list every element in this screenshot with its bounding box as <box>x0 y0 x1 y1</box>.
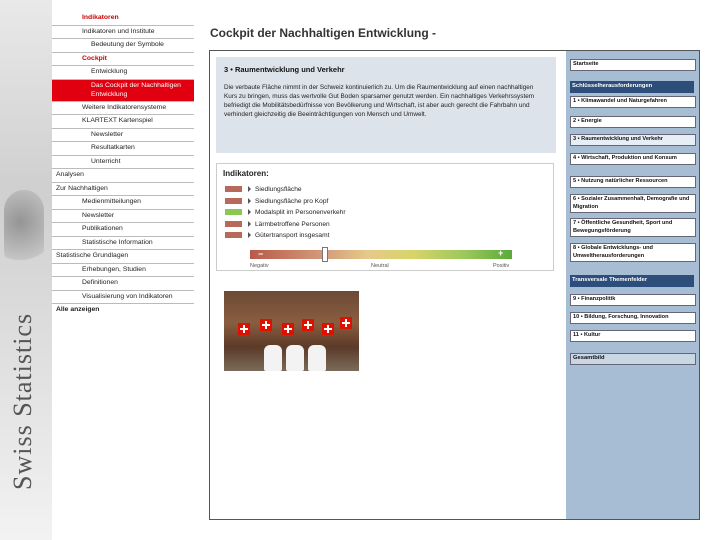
indicator-status-swatch <box>225 221 242 227</box>
swiss-flag-icon <box>322 323 334 335</box>
transversal-topic-link[interactable]: 10 • Bildung, Forschung, Innovation <box>570 312 696 324</box>
topic-band <box>216 57 556 153</box>
topic-link[interactable]: 8 • Globale Entwicklungs- und Umweltherausforderungen <box>570 243 696 262</box>
indicator-status-swatch <box>225 209 242 215</box>
topic-link[interactable]: 6 • Sozialer Zusammenhalt, Demografie und Migration <box>570 194 696 213</box>
page-title: Cockpit der Nachhaltigen Entwicklung - <box>210 26 437 40</box>
topic-link[interactable]: 5 • Nutzung natürlicher Ressourcen <box>570 176 696 188</box>
nav-item[interactable]: Visualisierung von Indikatoren <box>52 291 194 305</box>
indicator-row[interactable] <box>225 221 330 230</box>
nav-item[interactable]: Resultatkarten <box>52 142 194 156</box>
nav-item[interactable]: KLARTEXT Kartenspiel <box>52 115 194 129</box>
left-navigation <box>52 12 194 317</box>
topic-photo <box>224 291 359 371</box>
nav-item[interactable]: Unterricht <box>52 156 194 170</box>
nav-item[interactable]: Analysen <box>52 169 194 183</box>
topic-link[interactable]: 3 • Raumentwicklung und Verkehr <box>570 134 696 146</box>
indicator-label[interactable]: Gütertransport insgesamt <box>255 232 330 239</box>
brand-logo-text: Swiss Statistics <box>8 312 37 490</box>
cockpit-frame <box>209 50 700 520</box>
swiss-flag-icon <box>340 317 352 329</box>
chair-shape <box>308 345 326 371</box>
chair-shape <box>264 345 282 371</box>
indicator-row[interactable] <box>225 209 346 218</box>
nav-item[interactable]: Bedeutung der Symbole <box>52 39 194 53</box>
indicator-label[interactable]: Lärmbetroffene Personen <box>255 220 330 228</box>
indicator-label[interactable]: Siedlungsfläche <box>255 186 302 193</box>
triangle-right-icon <box>248 198 251 204</box>
indicator-row[interactable] <box>225 198 328 207</box>
topic-link[interactable]: 4 • Wirtschaft, Produktion und Konsum <box>570 153 696 165</box>
triangle-right-icon <box>248 186 251 192</box>
brand-photo <box>4 190 44 270</box>
nav-item[interactable]: Weitere Indikatorensysteme <box>52 102 194 116</box>
transversal-topic-link[interactable]: 9 • Finanzpolitik <box>570 294 696 306</box>
nav-item[interactable]: Newsletter <box>52 129 194 143</box>
nav-item[interactable]: Entwicklung <box>52 66 194 80</box>
topic-link[interactable]: 1 • Klimawandel und Naturgefahren <box>570 96 696 108</box>
nav-item[interactable]: Indikatoren <box>52 12 194 26</box>
nav-item[interactable]: Cockpit <box>52 53 194 67</box>
swiss-flag-icon <box>282 323 294 335</box>
triangle-right-icon <box>248 232 251 238</box>
nav-item[interactable]: Statistische Grundlagen <box>52 250 194 264</box>
triangle-right-icon <box>248 209 251 215</box>
swiss-flag-icon <box>260 319 272 331</box>
rating-scale-bar <box>250 250 512 259</box>
key-challenges-header: Schlüsselherausforderungen <box>570 81 694 93</box>
nav-item[interactable]: Definitionen <box>52 277 194 291</box>
indicator-status-swatch <box>225 232 242 238</box>
swiss-flag-icon <box>302 319 314 331</box>
overview-link[interactable]: Gesamtbild <box>570 353 696 365</box>
nav-item[interactable]: Das Cockpit der Nachhaltigen Entwicklung <box>52 80 194 102</box>
startseite-link[interactable]: Startseite <box>570 59 696 71</box>
scale-plus-icon: + <box>498 248 504 258</box>
topic-description: Die verbaute Fläche nimmt in der Schweiz kontinuierlich zu. Um die Raumentwicklung auf einen nachhaltigen Kurs zu bringen, muss das wertvolle Gut Boden sparsamer genutzt werden. Ein nachhaltiges Verkehrssystem befriedigt die Mobilitätsbedürfnisse von Bevölkerung und Wirtschaft, ist aber auch gerecht die Fahrbahn und verhindert gleichzeitig die Beeinträchtigungen von Mensch und Umwelt. <box>224 84 535 118</box>
brand-strip <box>0 0 52 540</box>
scale-label-neutral: Neutral <box>371 263 389 269</box>
nav-item[interactable]: Indikatoren und Institute <box>52 26 194 40</box>
scale-minus-icon: − <box>258 249 264 259</box>
transversal-header: Transversale Themenfelder <box>570 275 694 287</box>
triangle-right-icon <box>248 221 251 227</box>
topic-link[interactable]: 7 • Öffentliche Gesundheit, Sport und Bewegungsförderung <box>570 218 696 237</box>
indicator-label[interactable]: Modalsplit im Personenverkehr <box>255 209 346 216</box>
nav-item[interactable]: Newsletter <box>52 210 194 224</box>
scale-label-negative: Negativ <box>250 263 269 269</box>
nav-item[interactable]: Publikationen <box>52 223 194 237</box>
nav-item[interactable]: Alle anzeigen <box>56 306 100 313</box>
topic-heading: 3 • Raumentwicklung und Verkehr <box>224 65 345 74</box>
indicator-label[interactable]: Siedlungsfläche pro Kopf <box>255 197 329 205</box>
chair-shape <box>286 345 304 371</box>
topic-link[interactable]: 2 • Energie <box>570 116 696 128</box>
indicators-title: Indikatoren: <box>223 169 269 178</box>
indicator-status-swatch <box>225 186 242 192</box>
topics-panel <box>566 51 699 519</box>
indicator-row[interactable] <box>225 186 302 195</box>
swiss-flag-icon <box>238 323 250 335</box>
nav-item[interactable]: Medienmitteilungen <box>52 196 194 210</box>
nav-item[interactable]: Erhebungen, Studien <box>52 264 194 278</box>
scale-label-positive: Positiv <box>493 263 510 269</box>
scale-marker[interactable] <box>322 247 328 262</box>
nav-item[interactable]: Statistische Information <box>52 237 194 251</box>
content-panel <box>210 51 565 519</box>
nav-item[interactable]: Zur Nachhaltigen <box>52 183 194 197</box>
indicator-row[interactable] <box>225 232 329 241</box>
indicator-status-swatch <box>225 198 242 204</box>
transversal-topic-link[interactable]: 11 • Kultur <box>570 330 696 342</box>
